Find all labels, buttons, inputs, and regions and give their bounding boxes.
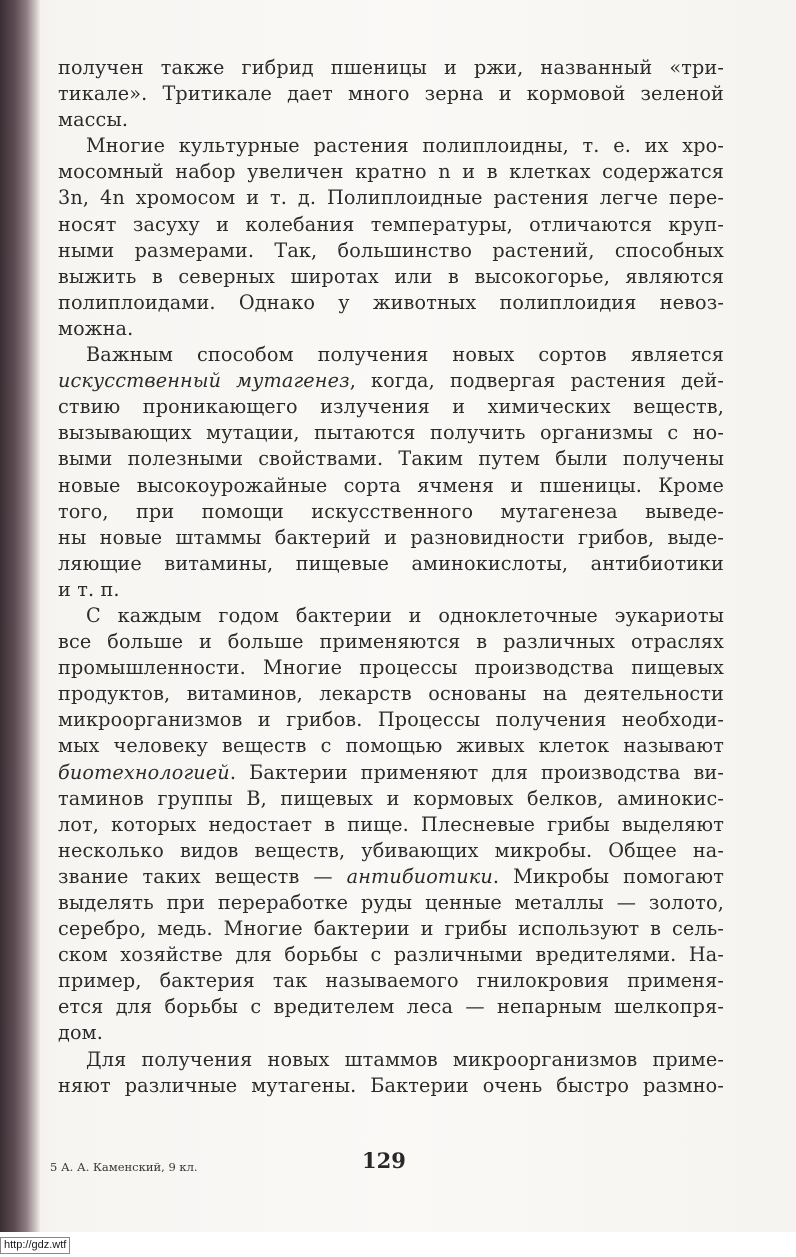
text-span: . Микробы помогают: [492, 864, 725, 888]
text-line: Для получения новых штаммов микроорганизмов приме-: [86, 1047, 724, 1071]
text-line: и т. п.: [58, 577, 120, 601]
text-line: няют различные мутагены. Бактерии очень быстро размно-: [58, 1073, 724, 1097]
text-line: лот, которых недостает в пище. Плесневые грибы выделяют: [58, 812, 724, 836]
text-line: С каждым годом бактерии и одноклеточные эукариоты: [86, 603, 724, 627]
text-span: . Бактерии применяют для производства ви-: [229, 760, 724, 784]
text-line: таминов группы B, пищевых и кормовых белков, аминокис-: [58, 786, 724, 810]
text-line: [58, 864, 724, 890]
text-line: [58, 368, 724, 394]
text-line: можна.: [58, 316, 134, 340]
text-line: того, при помощи искусственного мутагенеза выведе-: [58, 499, 724, 523]
text-span: , когда, подвергая растения дей-: [349, 369, 724, 393]
paragraph-1: [58, 55, 724, 133]
text-line: промышленности. Многие процессы производства пищевых: [58, 656, 724, 680]
text-line: несколько видов веществ, убивающих микробы. Общее на-: [58, 838, 724, 862]
paragraph-3: [58, 342, 724, 603]
watermark-link[interactable]: http://gdz.wtf: [0, 1237, 70, 1254]
text-line: Многие культурные растения полиплоидны, т. е. их хро-: [86, 134, 724, 158]
paragraph-4: [58, 603, 724, 1047]
text-line: ляющие витамины, пищевые аминокислоты, антибиотики: [58, 551, 724, 575]
text-line: [58, 760, 724, 786]
text-line: носят засуху и колебания температуры, отличаются круп-: [58, 212, 724, 236]
text-line: вызывающих мутации, пытаются получить организмы с но-: [58, 421, 724, 445]
italic-term-antibiotics: антибиотики: [346, 864, 493, 888]
signature-mark: 5 А. А. Каменский, 9 кл.: [50, 1160, 198, 1174]
page-body-text: [58, 55, 724, 1099]
text-span: звание таких веществ —: [58, 864, 347, 888]
book-spine-shadow: [0, 0, 40, 1257]
text-line: ны новые штаммы бактерий и разновидности грибов, выде-: [58, 525, 724, 549]
text-line: все больше и больше применяются в различных отраслях: [58, 630, 724, 654]
text-line: 3n, 4n хромосом и т. д. Полиплоидные растения легче пере-: [58, 186, 724, 210]
text-line: массы.: [58, 108, 129, 132]
text-line: полиплоидами. Однако у животных полиплоидия невоз-: [58, 290, 724, 314]
text-line: ствию проникающего излучения и химических веществ,: [58, 395, 724, 419]
text-line: дом.: [58, 1021, 103, 1045]
text-line: пример, бактерия так называемого гнилокровия применя-: [58, 969, 724, 993]
paragraph-5: [58, 1047, 724, 1099]
italic-term-mutagenesis: искусственный мутагенез: [58, 369, 350, 393]
text-line: получен также гибрид пшеницы и ржи, названный «три-: [58, 56, 724, 79]
text-line: серебро, медь. Многие бактерии и грибы используют в сель-: [58, 917, 724, 941]
text-line: ском хозяйстве для борьбы с различными вредителями. На-: [58, 943, 724, 967]
text-line: мосомный набор увеличен кратно n и в клетках содержатся: [58, 160, 724, 184]
text-line: Важным способом получения новых сортов является: [86, 343, 724, 367]
text-line: новые высокоурожайные сорта ячменя и пшеницы. Кроме: [58, 473, 724, 497]
bottom-margin: [0, 1232, 796, 1257]
text-line: микроорганизмов и грибов. Процессы получения необходи-: [58, 708, 724, 732]
text-line: ется для борьбы с вредителем леса — непарным шелкопря-: [58, 995, 724, 1019]
page-number: 129: [362, 1148, 406, 1173]
text-line: тикале». Тритикале дает много зерна и кормовой зеленой: [58, 82, 724, 106]
text-line: выделять при переработке руды ценные металлы — золото,: [58, 891, 724, 914]
paragraph-2: [58, 133, 724, 342]
text-line: мых человеку веществ с помощью живых клеток называют: [58, 734, 724, 758]
italic-term-biotechnology: биотехнологией: [58, 760, 230, 784]
text-line: продуктов, витаминов, лекарств основаны на деятельности: [58, 682, 724, 706]
text-line: выжить в северных широтах или в высокогорье, являются: [58, 264, 724, 288]
text-line: ными размерами. Так, большинство растений, способных: [58, 238, 724, 262]
text-line: выми полезными свойствами. Таким путем были получены: [58, 447, 724, 471]
